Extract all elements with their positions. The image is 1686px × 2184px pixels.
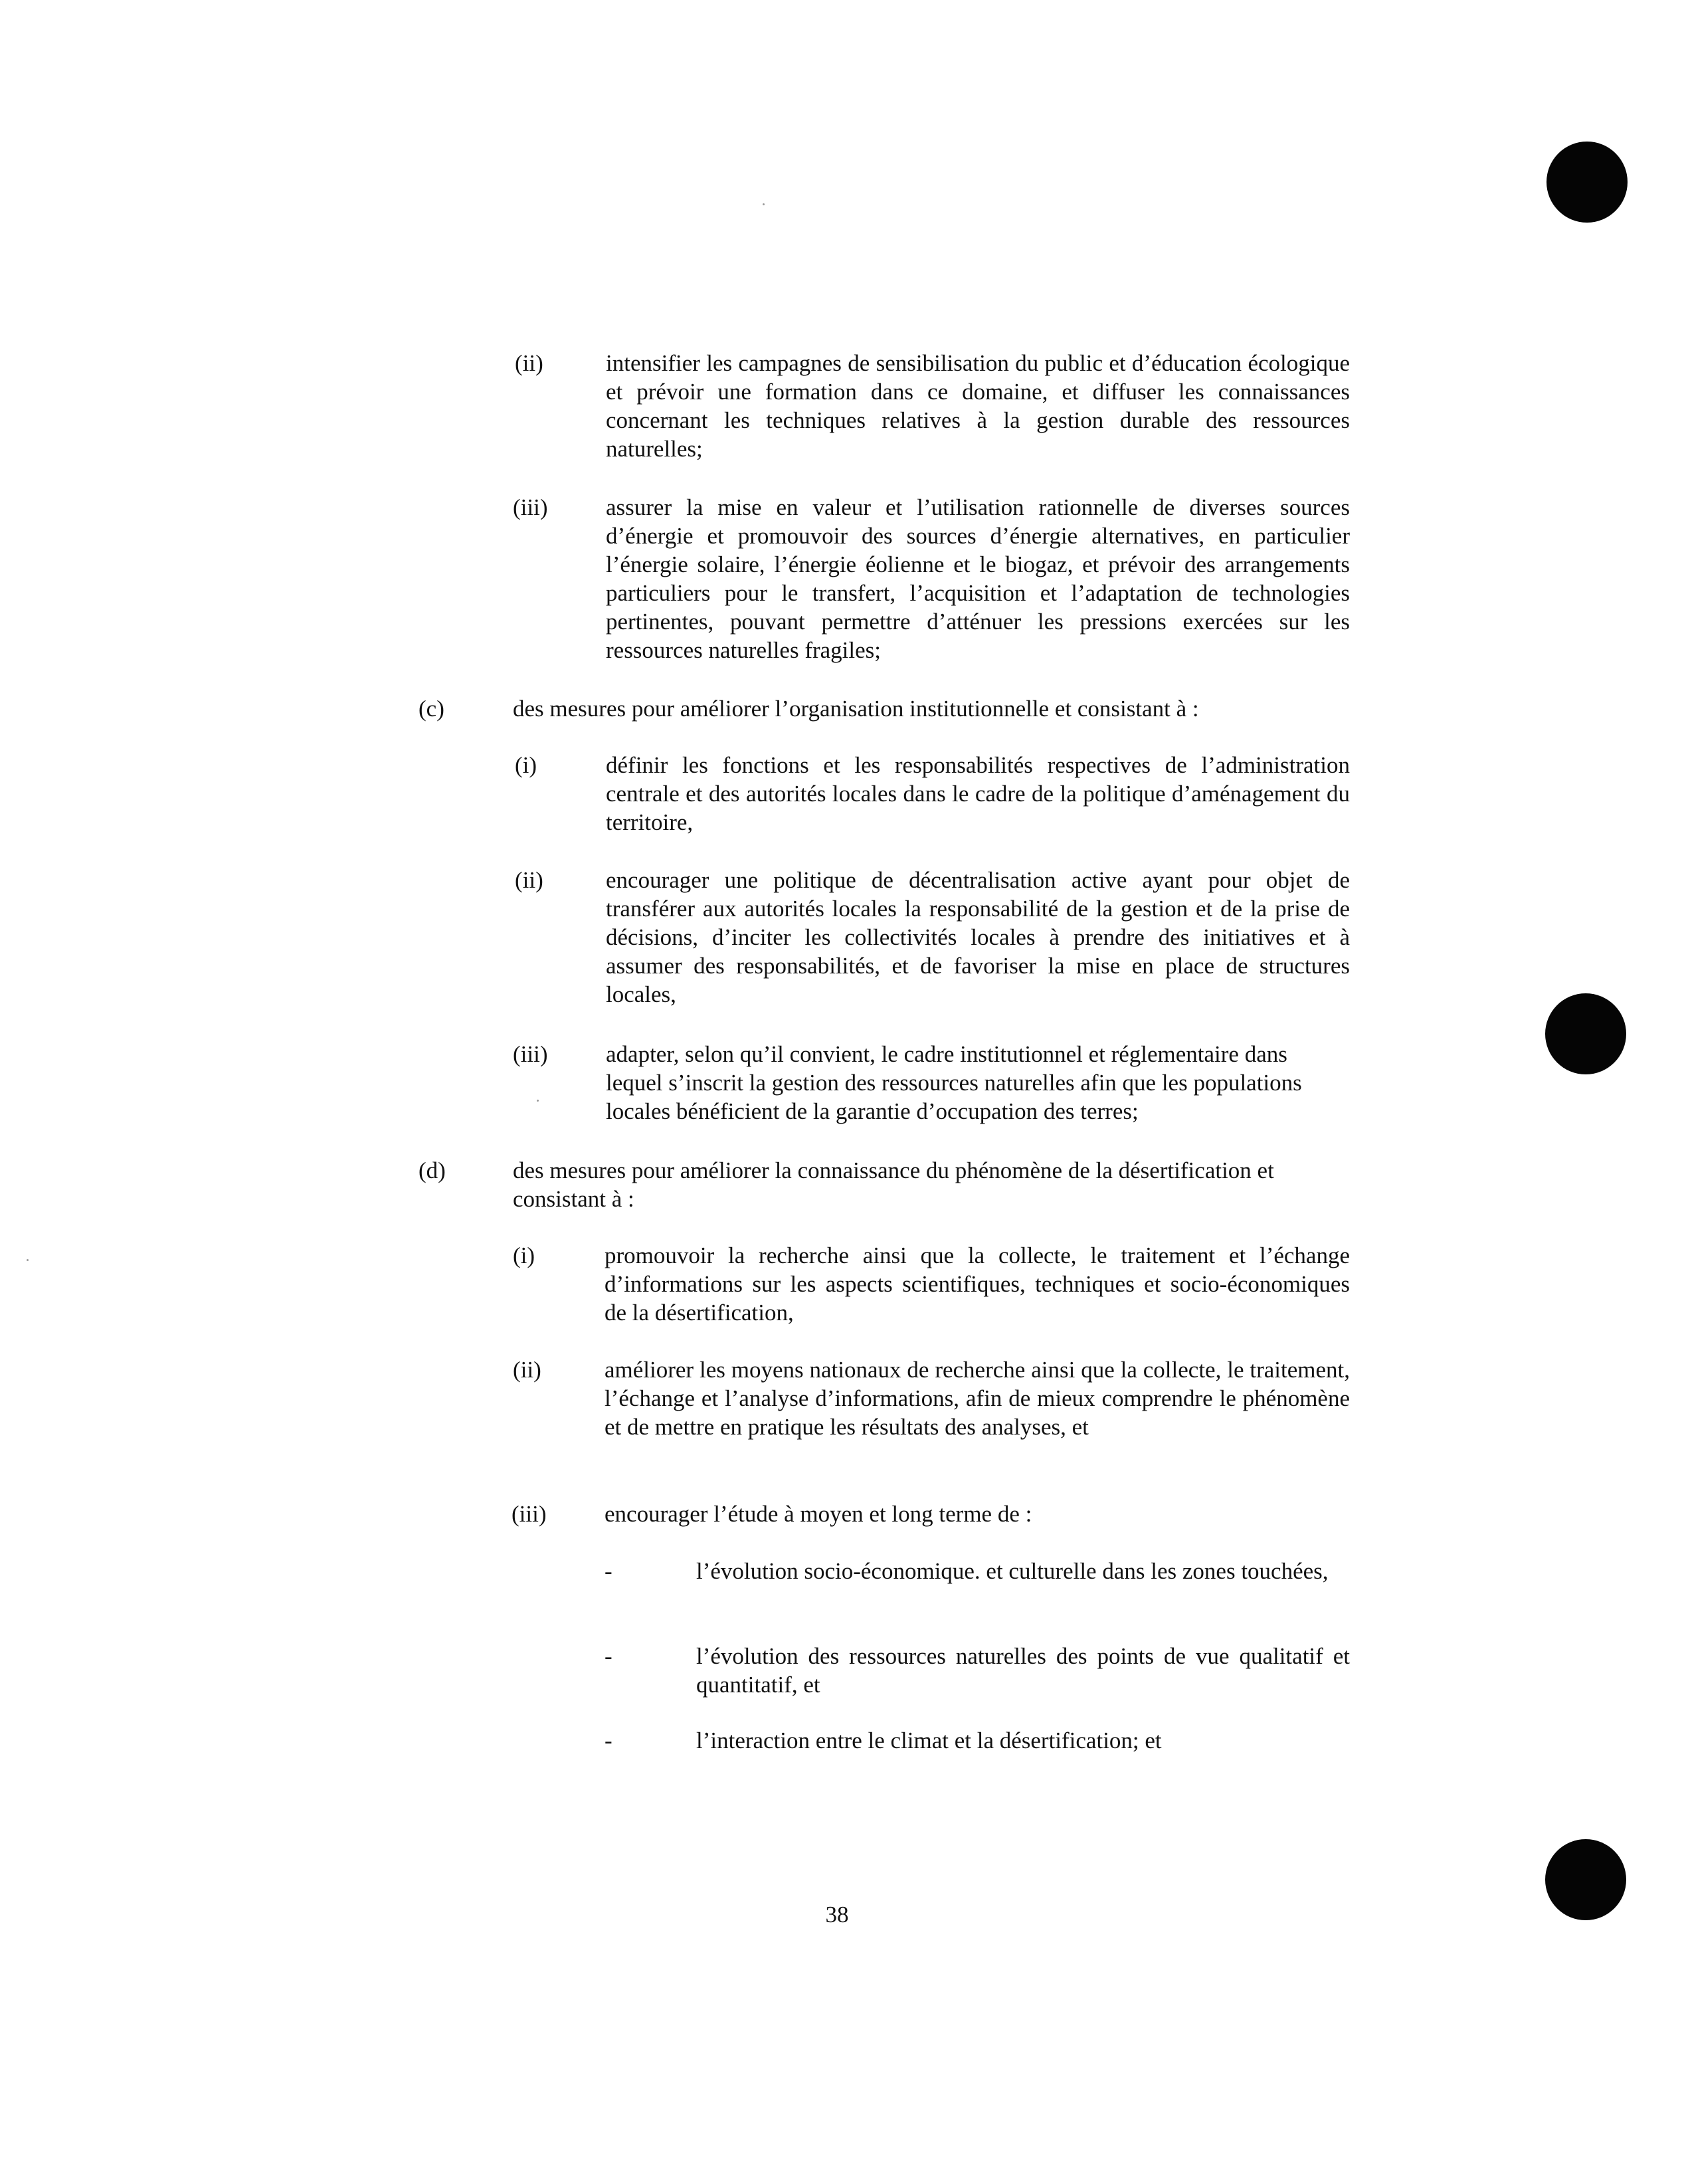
item-label: (iii) — [512, 1501, 547, 1527]
item-label: (ii) — [515, 350, 543, 376]
item-text: promouvoir la recherche ainsi que la collecte, le traitement et l’échange d’informations sur les aspects scientifiques, techniques et socio-économiques de la désertification, — [605, 1242, 1350, 1326]
item-text: l’interaction entre le climat et la désertification; et — [696, 1728, 1162, 1753]
item-text: adapter, selon qu’il convient, le cadre institutionnel et réglementaire dans lequel s’inscrit la gestion des ressources naturelles afin que les populations locales bénéficient de la garantie d’occupation des terres; — [606, 1041, 1302, 1124]
dash-marker: - — [605, 1728, 612, 1753]
item-label: (i) — [513, 1242, 535, 1268]
item-text: des mesures pour améliorer l’organisation institutionnelle et consistant à : — [513, 696, 1199, 722]
item-text: encourager une politique de décentralisation active ayant pour objet de transférer aux autorités locales la responsabilité de la gestion et de la prise de décisions, d’inciter les collectivités locales à prendre des initiatives et à assumer des responsabilités, et de favoriser la mise en place de structures locales, — [606, 867, 1350, 1007]
list-item-c-iii — [0, 1040, 1686, 1133]
item-label: (ii) — [515, 867, 543, 893]
item-label: (i) — [515, 752, 537, 778]
item-text: l’évolution des ressources naturelles des points de vue qualitatif et quantitatif, et — [696, 1643, 1350, 1698]
list-item-c-i — [0, 751, 1686, 844]
list-item-d-iii — [0, 1500, 1686, 1533]
page-number: 38 — [825, 1902, 849, 1928]
list-item-c — [0, 694, 1686, 728]
dash-item-2 — [0, 1642, 1686, 1705]
list-item-d — [0, 1156, 1686, 1219]
dash-marker: - — [605, 1558, 612, 1584]
item-text: l’évolution socio-économique. et culturelle dans les zones touchées, — [696, 1558, 1329, 1584]
item-text: encourager l’étude à moyen et long terme de : — [605, 1501, 1032, 1527]
list-item-d-i — [0, 1241, 1686, 1334]
list-item-b-iii — [0, 493, 1686, 672]
punch-hole-bottom — [1545, 1839, 1626, 1920]
item-text: assurer la mise en valeur et l’utilisation rationnelle de diverses sources d’énergie et promouvoir des sources d’énergie alternatives, en particulier l’énergie solaire, l’énergie éolienne et le biogaz, et prévoir des arrangements particuliers pour le transfert, l’acquisition et l’adaptation de technologies pertinentes, pouvant permettre d’atténuer les pressions exercées sur les ressources naturelles fragiles; — [606, 494, 1350, 663]
item-text: améliorer les moyens nationaux de recherche ainsi que la collecte, le traitement, l’échange et l’analyse d’informations, afin de mieux comprendre le phénomène et de mettre en pratique les résultats des analyses, et — [605, 1357, 1350, 1440]
item-label: (iii) — [513, 1041, 548, 1067]
item-text: des mesures pour améliorer la connaissance du phénomène de la désertification et consistant à : — [513, 1157, 1274, 1212]
list-item-c-ii — [0, 866, 1686, 1012]
list-item-d-ii — [0, 1355, 1686, 1475]
item-text: intensifier les campagnes de sensibilisation du public et d’éducation écologique et prévoir une formation dans ce domaine, et diffuser les connaissances concernant les techniques relatives à la gestion durable des ressources naturelles; — [606, 350, 1350, 462]
item-label: (iii) — [513, 494, 548, 520]
punch-hole-top — [1546, 142, 1628, 223]
scan-speck — [763, 203, 765, 205]
dash-marker: - — [605, 1643, 612, 1669]
item-label: (c) — [419, 696, 444, 722]
dash-item-1 — [0, 1557, 1686, 1620]
item-label: (d) — [419, 1157, 446, 1183]
dash-item-3 — [0, 1726, 1686, 1759]
list-item-b-ii — [0, 349, 1686, 468]
item-text: définir les fonctions et les responsabilités respectives de l’administration centrale et des autorités locales dans le cadre de la politique d’aménagement du territoire, — [606, 752, 1350, 835]
item-label: (ii) — [513, 1357, 541, 1383]
